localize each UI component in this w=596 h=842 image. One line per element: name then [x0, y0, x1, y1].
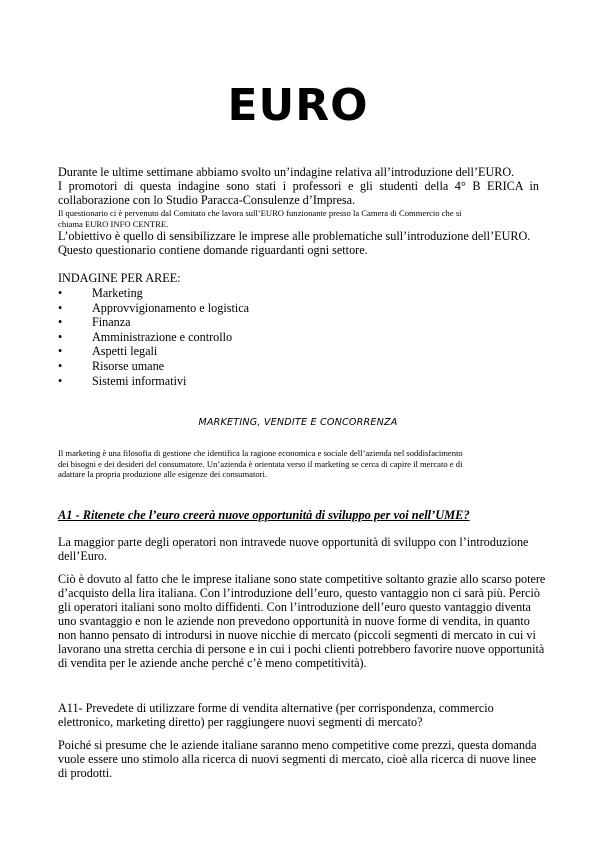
answer-line: gli operatori italiani sono molto diffidenti. Con l’introduzione dell’euro questo vantaggio diventa — [58, 600, 531, 614]
areas-section — [58, 271, 539, 388]
answer-line: La maggior parte degli operatori non intravede nuove opportunità di sviluppo con l’introduzione — [58, 535, 529, 549]
bullet-icon: • — [58, 329, 63, 344]
list-item-label: Marketing — [92, 286, 143, 300]
list-item — [58, 359, 539, 374]
areas-list — [58, 286, 539, 388]
question-line: elettronico, marketing diretto) per raggiungere nuovi segmenti di mercato? — [58, 715, 423, 729]
answer-line: uno svantaggio e non le aziende non prevedono opportunità in nuove forme di vendita, in quanto — [58, 614, 530, 628]
list-item-label: Risorse umane — [92, 358, 165, 373]
answer-line: d’acquisto della lira italiana. Con l’introduzione dell’euro, questo vantaggio non ci sarà più. Perciò — [58, 586, 540, 600]
question-a11 — [58, 701, 539, 729]
intro-line: collaborazione con lo Studio Paracca-Consulenze d’Impresa. — [58, 193, 356, 207]
definition-line: Il marketing è una filosofia di gestione che identifica la ragione economica e sociale dell’azienda nel soddisfacimento — [58, 448, 463, 458]
section-title: MARKETING, VENDITE E CONCORRENZA — [198, 417, 398, 428]
answer-line: di prodotti. — [58, 766, 113, 780]
definition-line: adattare la propria produzione alle esigenze dei consumatori. — [58, 469, 268, 479]
list-item-label: Sistemi informativi — [92, 373, 187, 388]
list-item — [58, 315, 539, 330]
list-item — [58, 330, 539, 345]
list-item-label: Aspetti legali — [92, 344, 158, 359]
answer-line: non hanno pensato di introdursi in nuove nicchie di mercato (piccoli segmenti di mercato in cui vi — [58, 628, 536, 642]
answer-line: Poiché si presume che le aziende italiane saranno meno competitive come prezzi, questa domanda — [58, 738, 537, 752]
intro-small-line: Il questionario ci è pervenuto dal Comitato che lavora sull’EURO funzionante presso la Camera di Commercio che si — [58, 208, 462, 218]
question-a1 — [58, 506, 539, 524]
intro-paragraph — [58, 165, 539, 257]
answer-line: dell’Euro. — [58, 549, 108, 563]
answer-line: vuole essere uno stimolo alla ricerca di nuovi segmenti di mercato, cioè alla ricerca di nuove linee — [58, 752, 537, 766]
bullet-icon: • — [58, 373, 63, 388]
intro-line: Durante le ultime settimane abbiamo svolto un’indagine relativa all’introduzione dell’EURO. — [58, 165, 515, 179]
bullet-icon: • — [58, 358, 63, 373]
answer-a11 — [58, 738, 539, 780]
intro-small-line: chiama EURO INFO CENTRE. — [58, 218, 169, 229]
marketing-definition — [58, 448, 539, 480]
question-text: A1 - Ritenete che l’euro creerà nuove opportunità di sviluppo per voi nell’UME — [58, 508, 464, 522]
question-mark: ? — [463, 508, 470, 522]
definition-line: dei bisogni e dei desideri del consumatore. Un’azienda è orientata verso il marketing se cerca di capire il mercato e di — [58, 458, 463, 469]
page-title: EURO — [227, 80, 369, 131]
bullet-icon: • — [58, 344, 63, 359]
list-item — [58, 344, 539, 359]
question-line: A11- Prevedete di utilizzare forme di vendita alternative (per corrispondenza, commercio — [58, 701, 494, 715]
bullet-icon: • — [58, 300, 63, 315]
areas-heading: INDAGINE PER AREE: — [58, 271, 181, 285]
answer-a1-paragraph-1 — [58, 535, 539, 563]
bullet-icon: • — [58, 315, 63, 330]
intro-line: I promotori di questa indagine sono stati i professori e gli studenti della 4° B ERICA in — [58, 179, 539, 193]
answer-line: Ciò è dovuto al fatto che le imprese italiane sono state competitive soltanto grazie allo scarso potere — [58, 572, 546, 586]
list-item — [58, 301, 539, 316]
list-item-label: Amministrazione e controllo — [92, 329, 233, 344]
answer-a1-paragraph-2 — [58, 572, 546, 670]
list-item-label: Approvvigionamento e logistica — [92, 300, 250, 315]
intro-line: Questo questionario contiene domande riguardanti ogni settore. — [58, 243, 368, 257]
list-item-label: Finanza — [92, 315, 131, 330]
list-item — [58, 374, 539, 389]
answer-line: lavorano una stretta cerchia di persone e in cui i pochi clienti potrebbero favorire nuove opportunità — [58, 642, 545, 656]
answer-line: di vendita per le aziende anche perché c’è meno competitività). — [58, 656, 367, 670]
list-item — [58, 286, 539, 301]
bullet-icon: • — [58, 286, 63, 300]
intro-line: L’obiettivo è quello di sensibilizzare le imprese alle problematiche sull’introduzione dell’EURO. — [58, 229, 531, 243]
